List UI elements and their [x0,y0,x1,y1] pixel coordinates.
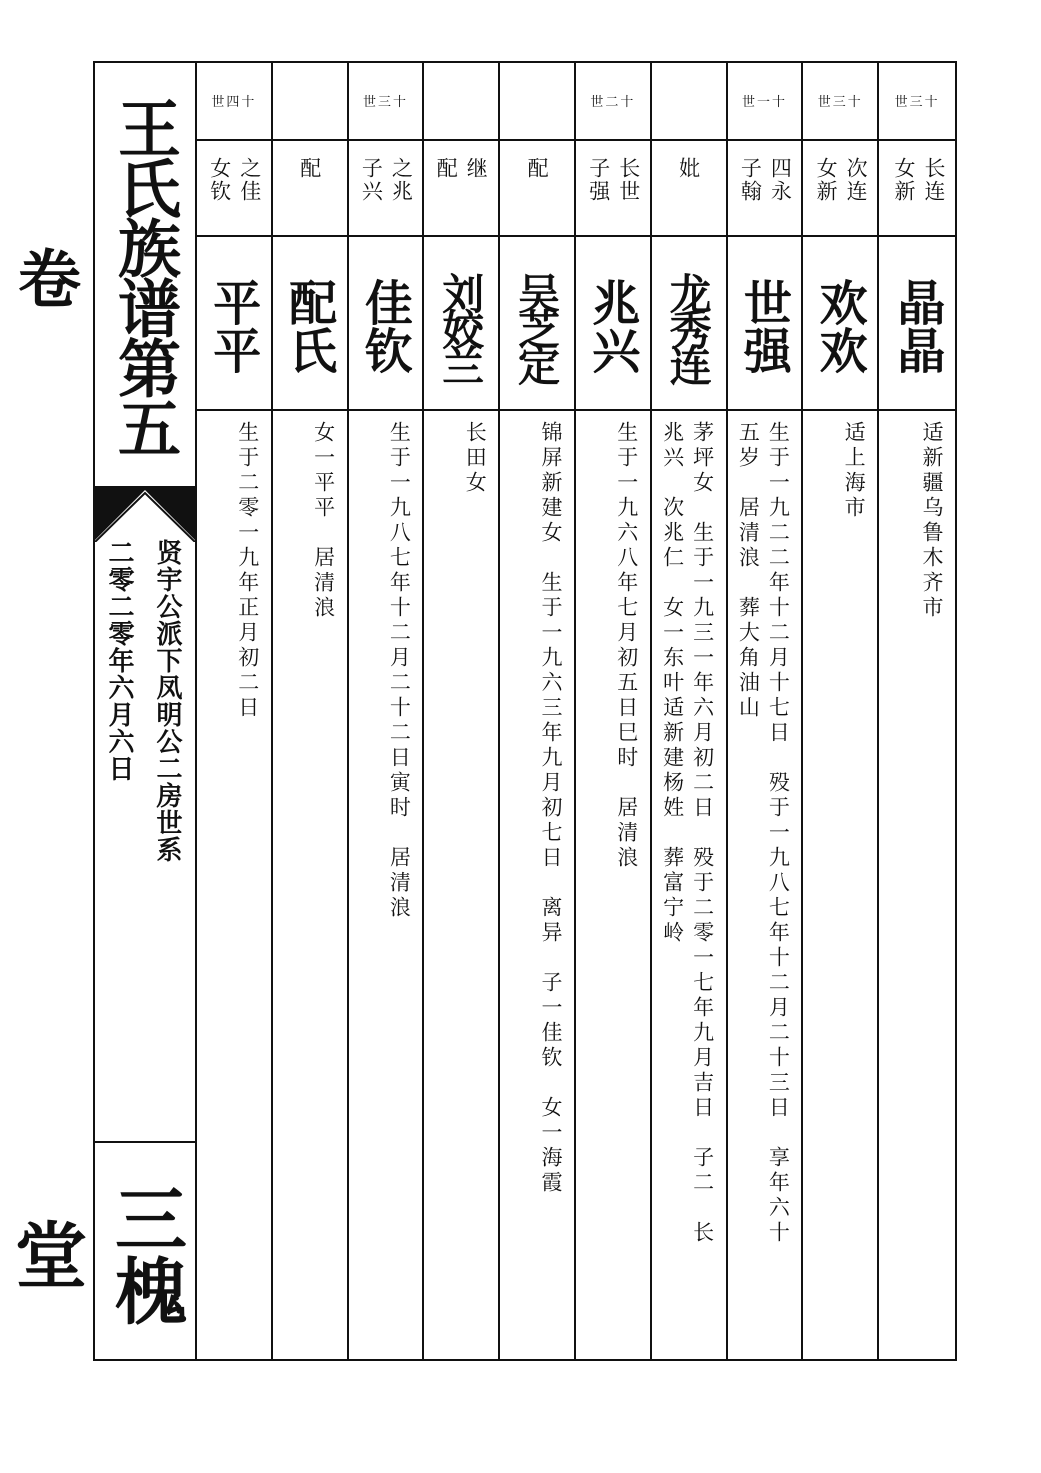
volume-title: 王氏族谱第五卷 [8,96,182,456]
relation-label: 之佳 女钦 [207,157,262,203]
member-bio: 锦屏新建女 生于一九六三年九月初七日 离异 子一佳钦 女一海霞 [538,421,563,1196]
relation-label: 配 [297,157,322,180]
member-bio: 女一平平 居清浪 [311,421,336,621]
genealogy-page [3,61,957,1361]
member-name: 世强 [735,278,792,374]
member-name: 刘姣兰 [436,272,486,380]
relation-cell [273,141,347,237]
relation-cell [349,141,423,237]
relation-label: 配 [525,157,550,180]
hall-divider [95,1141,195,1143]
compile-date: 二零二零年六月六日 [104,539,134,782]
name-cell [803,237,877,411]
name-cell [273,237,347,411]
member-bio: 生于一九六八年七月初五日巳时 居清浪 [614,421,639,871]
member-bio: 长田女 [463,421,488,496]
member-bio: 适新疆乌鲁木齐市 [919,421,944,621]
generation-label: 世三十 [879,63,955,141]
title-strip [3,63,197,1359]
member-name: 晶晶 [888,278,945,374]
name-cell [879,237,955,411]
member-name: 欢欢 [811,278,868,374]
lineage-subtitle: 贤宇公派下凤明公二房世系 [152,539,182,863]
generation-label [424,63,498,141]
member-bio: 茅坪女 生于一九三一年六月初二日 殁于二零一七年九月吉日 子二 长 兆兴 次兆仁 女一东叶适新建杨姓 葬富宁岭 [660,421,715,1246]
member-column [728,63,804,1359]
relation-cell [803,141,877,237]
relation-label: 长世 子强 [586,157,641,203]
member-bio: 生于二零一九年正月初二日 [235,421,260,721]
member-column [273,63,349,1359]
member-bio: 生于一九八七年十二月二十二日寅时 居清浪 [387,421,412,921]
relation-label: 之兆 子兴 [359,157,414,203]
member-columns [197,63,955,1359]
member-name: 平平 [204,278,261,374]
member-name: 吴芝定 [511,272,561,380]
relation-label: 四永 子翰 [738,157,793,203]
relation-cell [728,141,802,237]
relation-cell [197,141,271,237]
relation-label: 妣 [676,157,701,180]
member-bio: 适上海市 [842,421,867,521]
member-column [197,63,273,1359]
generation-label: 世二十 [576,63,650,141]
member-column [424,63,500,1359]
member-column [803,63,879,1359]
member-column [652,63,728,1359]
relation-cell [500,141,574,237]
member-name: 佳钦 [356,278,413,374]
name-cell [576,237,650,411]
chevron-ornament [95,490,195,542]
member-name: 配氏 [280,278,337,374]
generation-label [500,63,574,141]
member-column [576,63,652,1359]
generation-label: 世一十 [728,63,802,141]
hall-name: 三槐堂 [3,1182,188,1326]
name-cell [197,237,271,411]
member-column [349,63,425,1359]
member-column [879,63,955,1359]
name-cell [500,237,574,411]
relation-label: 次连 女新 [814,157,869,203]
generation-label [652,63,726,141]
relation-label: 长连 女新 [891,157,946,203]
generation-label [273,63,347,141]
relation-cell [652,141,726,237]
name-cell [728,237,802,411]
generation-label: 世四十 [197,63,271,141]
member-name: 兆兴 [583,278,640,374]
member-column [500,63,576,1359]
member-bio: 生于一九二二年十二月十七日 殁于一九八七年十二月二十三日 享年六十 五岁 居清浪 葬大角油山 [736,421,791,1246]
member-name: 龙秀连 [663,272,713,380]
relation-cell [576,141,650,237]
generation-label: 世三十 [803,63,877,141]
generation-label: 世三十 [349,63,423,141]
name-cell [424,237,498,411]
relation-label: 继 配 [434,157,489,180]
relation-cell [424,141,498,237]
name-cell [349,237,423,411]
name-cell [652,237,726,411]
relation-cell [879,141,955,237]
